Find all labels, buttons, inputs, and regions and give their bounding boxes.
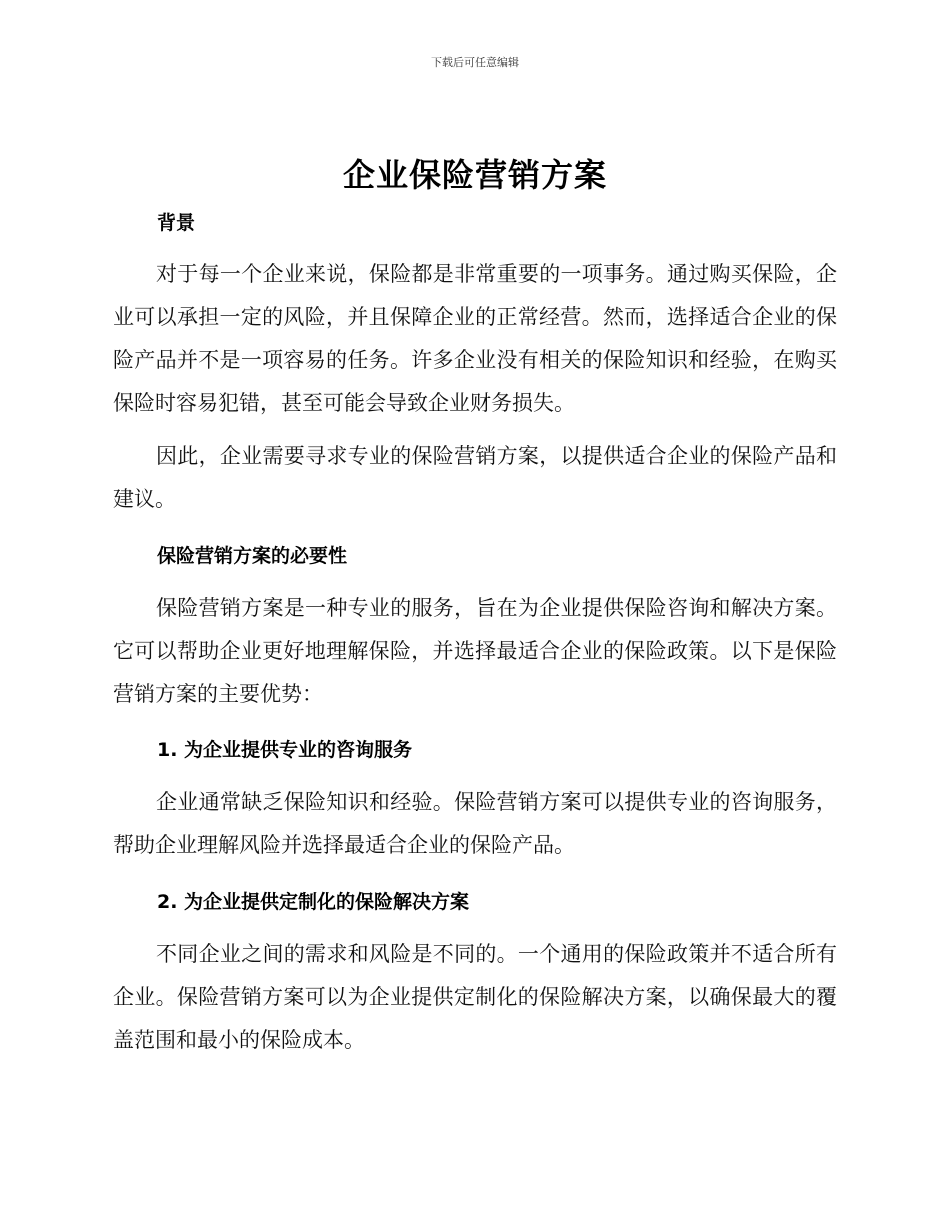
- item-heading-1: 1. 为企业提供专业的咨询服务: [157, 739, 413, 761]
- paragraph-item-2: 不同企业之间的需求和风险是不同的。一个通用的保险政策并不适合所有企业。保险营销方案可以为企业提供定制化的保险解决方案，以确保最大的覆盖范围和最小的保险成本。: [113, 942, 837, 1052]
- section-heading-background: 背景: [157, 212, 196, 234]
- item-heading-2: 2. 为企业提供定制化的保险解决方案: [157, 891, 470, 913]
- paragraph-item-1: 企业通常缺乏保险知识和经验。保险营销方案可以提供专业的咨询服务，帮助企业理解风险并选择最适合企业的保险产品。: [113, 790, 837, 857]
- section-heading-necessity: 保险营销方案的必要性: [157, 545, 348, 567]
- paragraph-background-1: 对于每一个企业来说，保险都是非常重要的一项事务。通过购买保险，企业可以承担一定的风险，并且保障企业的正常经营。然而，选择适合企业的保险产品并不是一项容易的任务。许多企业没有相关的保险知识和经验，在购买保险时容易犯错，甚至可能会导致企业财务损失。: [113, 262, 837, 415]
- document-title: 企业保险营销方案: [342, 156, 607, 194]
- paragraph-background-2: 因此，企业需要寻求专业的保险营销方案，以提供适合企业的保险产品和建议。: [113, 444, 837, 511]
- header-note: 下载后可任意编辑: [431, 56, 519, 69]
- paragraph-necessity: 保险营销方案是一种专业的服务，旨在为企业提供保险咨询和解决方案。它可以帮助企业更好地理解保险，并选择最适合企业的保险政策。以下是保险营销方案的主要优势：: [113, 596, 837, 706]
